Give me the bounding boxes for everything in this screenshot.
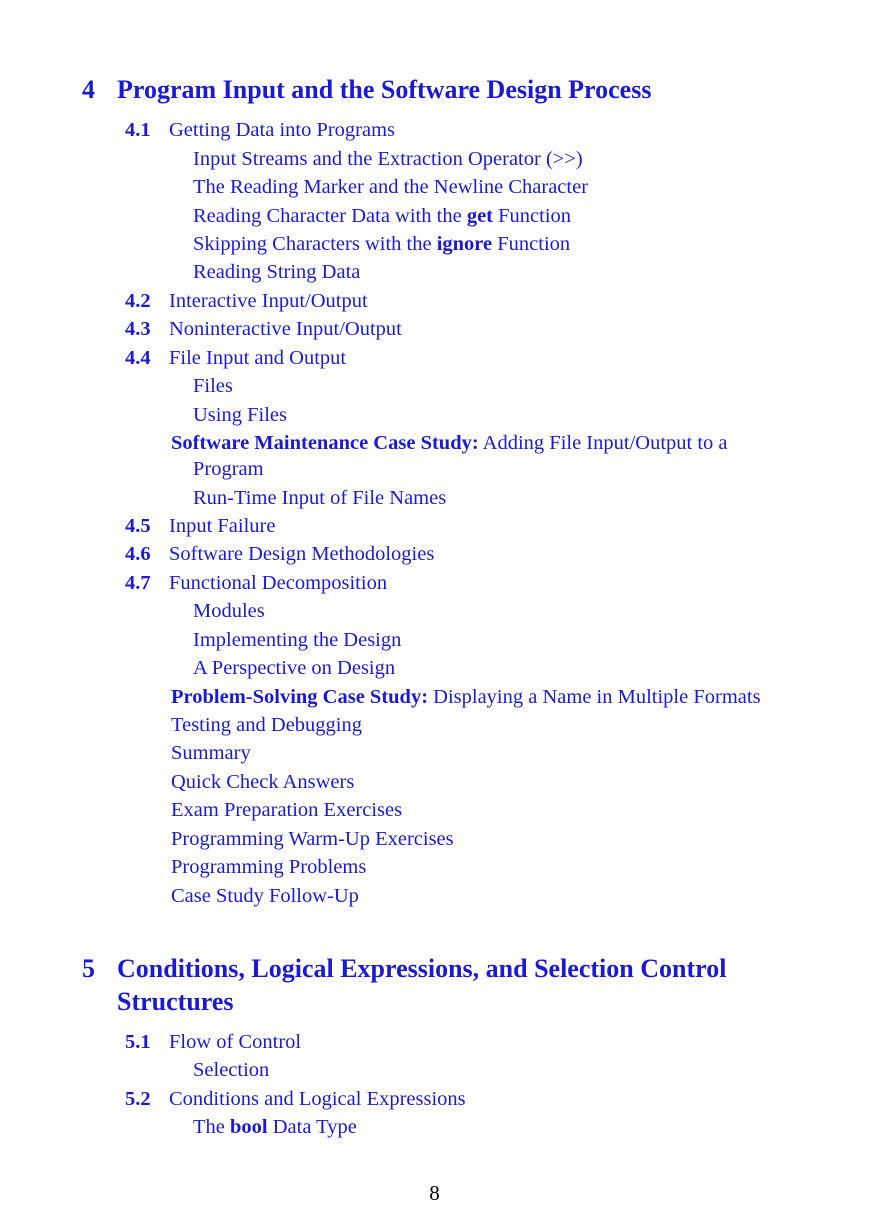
- chapter-number: 4: [82, 75, 95, 104]
- section-title: Functional Decomposition: [169, 572, 388, 594]
- toc-subsection[interactable]: The Reading Marker and the Newline Character: [193, 176, 589, 198]
- toc-subsection[interactable]: Run-Time Input of File Names: [193, 487, 447, 509]
- case-study-label: Software Maintenance Case Study:: [171, 432, 479, 454]
- toc-subsection[interactable]: Implementing the Design: [193, 629, 402, 651]
- case-study-label: Problem-Solving Case Study:: [171, 686, 429, 708]
- case-study-title: Displaying a Name in Multiple Formats: [428, 686, 761, 708]
- text: Function: [492, 233, 571, 255]
- toc-item-warm-up[interactable]: Programming Warm-Up Exercises: [171, 828, 454, 850]
- text: Data Type: [267, 1116, 357, 1138]
- chapter-title: Conditions, Logical Expressions, and Selection Control: [117, 954, 727, 983]
- toc-case-study-continuation[interactable]: Program: [193, 458, 264, 480]
- toc-item-quick-check[interactable]: Quick Check Answers: [171, 771, 355, 793]
- section-title: Noninteractive Input/Output: [169, 318, 402, 340]
- toc-subsection[interactable]: A Perspective on Design: [193, 657, 396, 679]
- toc-case-study-maintenance[interactable]: [171, 431, 728, 455]
- section-title: File Input and Output: [169, 347, 347, 369]
- section-title: Interactive Input/Output: [169, 290, 368, 312]
- case-study-title: Adding File Input/Output to a: [478, 432, 728, 454]
- section-number: 4.5: [125, 515, 151, 537]
- toc-subsection[interactable]: Modules: [193, 600, 265, 622]
- text: Function: [493, 205, 572, 227]
- chapter-title: Program Input and the Software Design Process: [117, 75, 652, 104]
- toc-item-summary[interactable]: Summary: [171, 742, 251, 764]
- section-number: 4.6: [125, 543, 151, 565]
- section-title: Conditions and Logical Expressions: [169, 1088, 466, 1110]
- section-title: Software Design Methodologies: [169, 543, 435, 565]
- toc-subsection[interactable]: Selection: [193, 1059, 270, 1081]
- section-number: 4.2: [125, 290, 151, 312]
- section-title: Getting Data into Programs: [169, 119, 396, 141]
- toc-subsection[interactable]: Using Files: [193, 404, 287, 426]
- text: Skipping Characters with the: [193, 233, 437, 255]
- code-term: bool: [230, 1116, 268, 1138]
- section-number: 5.1: [125, 1031, 151, 1053]
- section-number: 4.3: [125, 318, 151, 340]
- section-title: Input Failure: [169, 515, 276, 537]
- toc-subsection[interactable]: Reading String Data: [193, 261, 361, 283]
- toc-item-testing[interactable]: Testing and Debugging: [171, 714, 363, 736]
- chapter-number: 5: [82, 954, 95, 983]
- section-number: 4.7: [125, 572, 151, 594]
- toc-subsection[interactable]: [193, 204, 571, 228]
- toc-item-follow-up[interactable]: Case Study Follow-Up: [171, 885, 359, 907]
- text: The: [193, 1116, 230, 1138]
- section-title: Flow of Control: [169, 1031, 302, 1053]
- toc-item-problems[interactable]: Programming Problems: [171, 856, 367, 878]
- text: Reading Character Data with the: [193, 205, 467, 227]
- page-number: 8: [429, 1181, 440, 1205]
- code-term: get: [466, 205, 493, 227]
- section-number: 5.2: [125, 1088, 151, 1110]
- chapter-title: Structures: [117, 987, 234, 1016]
- toc-subsection[interactable]: Files: [193, 375, 233, 397]
- toc-subsection[interactable]: [193, 232, 570, 256]
- section-number: 4.4: [125, 347, 151, 369]
- code-term: ignore: [436, 233, 493, 255]
- section-number: 4.1: [125, 119, 151, 141]
- toc-subsection[interactable]: Input Streams and the Extraction Operator (>>): [193, 148, 583, 170]
- toc-case-study-problem-solving[interactable]: [171, 685, 761, 709]
- toc-item-exam-prep[interactable]: Exam Preparation Exercises: [171, 799, 403, 821]
- toc-subsection[interactable]: [193, 1115, 357, 1139]
